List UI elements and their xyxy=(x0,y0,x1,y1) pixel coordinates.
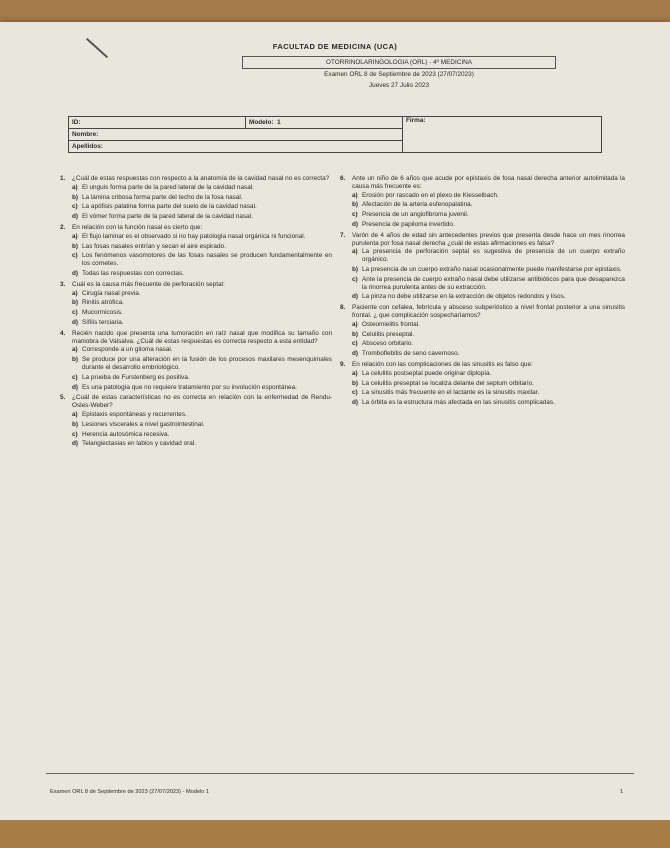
option-text: La sinusitis más frecuente en el lactante es la sinusitis maxilar. xyxy=(362,389,540,397)
option-text: La presencia de un cuerpo extraño nasal ocasionalmente puede manifestarse por epistaxis. xyxy=(362,265,622,273)
question-text: En relación con las complicaciones de las sinusitis es falso que: xyxy=(352,360,533,368)
answer-option[interactable] xyxy=(352,399,625,407)
option-text: Ante la presencia de cuerpo extraño nasal debe utilizarse antibióticos para que desaparezca la rinorrea purulenta antes de su extracción. xyxy=(362,275,625,291)
option-letter: c) xyxy=(72,203,78,211)
question-stem xyxy=(340,304,625,320)
question-2 xyxy=(60,224,332,278)
option-letter: c) xyxy=(72,373,78,381)
option-text: Epistaxis espontáneas y recurrentes. xyxy=(82,410,187,418)
question-number: 1. xyxy=(60,175,66,182)
option-letter: c) xyxy=(352,275,358,283)
option-text: Presencia de papiloma invertido. xyxy=(362,220,455,228)
option-letter: a) xyxy=(72,232,78,240)
answer-option[interactable] xyxy=(72,374,332,382)
option-letter: d) xyxy=(72,440,79,448)
answer-option[interactable] xyxy=(352,389,625,397)
option-text: Se produce por una alteración en la fusión de los procesos maxilares mesenquimales durante el desarrollo embriológico. xyxy=(82,356,332,371)
background-top xyxy=(0,0,670,24)
question-number: 2. xyxy=(60,223,66,231)
option-letter: b) xyxy=(352,265,359,273)
option-letter: d) xyxy=(72,269,79,277)
answer-option[interactable] xyxy=(72,346,332,354)
surname-field[interactable] xyxy=(69,141,403,153)
option-letter: d) xyxy=(72,383,79,391)
option-letter: c) xyxy=(72,430,78,438)
option-text: La celulitis postseptal puede originar diplopía. xyxy=(362,369,492,377)
option-text: La celulitis preseptal se localiza delante del septum orbitario. xyxy=(362,379,534,387)
answer-option[interactable] xyxy=(72,299,332,307)
footer-text: Examen ORL 8 de Septiembre de 2023 (27/07/2023) - Modelo 1 xyxy=(50,789,210,795)
option-text: La pinza no debe utilizarse en la extracción de objetos redondos y lisos. xyxy=(362,293,566,301)
exam-header xyxy=(242,56,556,114)
option-letter: b) xyxy=(352,330,359,338)
option-letter: a) xyxy=(72,183,78,191)
option-text: Tromboflebitis de seno cavernoso. xyxy=(362,350,460,358)
option-letter: d) xyxy=(352,350,359,358)
question-number: 3. xyxy=(60,280,66,288)
option-letter: b) xyxy=(72,356,79,364)
option-text: Es una patología que no requiere tratamiento por su involución espontánea. xyxy=(82,383,297,391)
option-text: Mucormicosis. xyxy=(82,309,123,317)
option-letter: b) xyxy=(72,193,79,201)
question-7 xyxy=(340,232,625,301)
option-text: Telangiectasias en labios y cavidad oral. xyxy=(82,440,197,448)
question-1 xyxy=(60,175,332,221)
question-text: Paciente con cefalea, febrícula y absceso subperióstico a nivel frontal posterior a una sinusitis frontal. ¿ que complicación sospecharíamos? xyxy=(352,304,625,319)
option-text: Afectación de la arteria esfenopalatina. xyxy=(362,201,473,209)
option-letter: d) xyxy=(352,220,359,228)
option-letter: a) xyxy=(352,320,358,328)
option-text: Absceso orbitario. xyxy=(362,340,414,348)
answer-option[interactable] xyxy=(352,201,625,209)
surname-label: Apellidos: xyxy=(72,143,103,150)
option-letter: a) xyxy=(72,289,78,297)
answer-option[interactable] xyxy=(72,243,332,251)
option-letter: c) xyxy=(352,211,358,219)
option-letter: b) xyxy=(72,420,79,428)
question-number: 5. xyxy=(60,394,66,402)
question-stem xyxy=(60,175,332,183)
answer-option[interactable] xyxy=(352,248,625,264)
question-3 xyxy=(60,281,332,327)
question-number: 6. xyxy=(340,175,346,182)
answer-option[interactable] xyxy=(72,270,332,278)
name-label: Nombre: xyxy=(72,131,99,138)
question-text: Cuál es la causa más frecuente de perforación septal: xyxy=(72,280,225,288)
option-text: Lesiones viscerales a nivel gastrointestinal. xyxy=(82,420,205,428)
question-number: 9. xyxy=(340,360,346,368)
question-5 xyxy=(60,394,332,448)
option-letter: b) xyxy=(72,242,79,250)
answer-option[interactable] xyxy=(72,421,332,429)
question-stem xyxy=(340,361,625,369)
answer-option[interactable] xyxy=(352,266,625,274)
answer-option[interactable] xyxy=(72,384,332,392)
model-value: 1 xyxy=(277,119,281,126)
answer-option[interactable] xyxy=(72,319,332,327)
question-text: Varón de 4 años de edad sin antecedentes previos que presenta desde hace un mes rinorrea purulenta por fosa nasal derecha ¿cuál de estas afirmaciones es falsa? xyxy=(352,231,625,247)
question-text: ¿Cuál de estas respuestas con respecto a la anatomía de la cavidad nasal no es correcta? xyxy=(72,175,330,182)
left-column xyxy=(60,175,332,451)
question-4 xyxy=(60,330,332,392)
option-text: Cirugía nasal previa. xyxy=(82,289,141,297)
id-field[interactable] xyxy=(69,117,246,129)
option-text: Celulitis preseptal. xyxy=(362,330,415,338)
answer-option[interactable] xyxy=(352,331,625,339)
question-stem xyxy=(340,175,625,191)
answer-option[interactable] xyxy=(352,192,625,200)
signature-label: Firma: xyxy=(406,117,426,124)
answer-option[interactable] xyxy=(72,411,332,419)
answer-option[interactable] xyxy=(352,370,625,378)
answer-option[interactable] xyxy=(72,431,332,439)
model-label: Modelo: xyxy=(249,119,274,126)
signature-field[interactable] xyxy=(403,117,602,153)
question-text: Ante un niño de 6 años que acude por epistaxis de fosa nasal derecha anterior autolimitada la causa más frecuente es: xyxy=(352,175,625,190)
date-line: Jueves 27 Julio 2023 xyxy=(368,82,430,89)
answer-option[interactable] xyxy=(352,293,625,301)
option-letter: a) xyxy=(72,346,78,354)
answer-option[interactable] xyxy=(72,252,332,268)
answer-option[interactable] xyxy=(72,290,332,298)
name-field[interactable] xyxy=(69,129,403,141)
option-letter: b) xyxy=(352,379,359,387)
option-letter: c) xyxy=(72,309,78,317)
student-info-table xyxy=(68,116,602,153)
option-letter: b) xyxy=(352,201,359,209)
exam-line: Examen ORL 8 de Septiembre de 2023 (27/07/2023) xyxy=(324,71,474,78)
option-text: Los fenómenos vasomotores de las fosas nasales se producen fundamentalmente en los cornetes. xyxy=(82,252,332,268)
option-text: La presencia de perforación septal es sugestiva de presencia de un cuerpo extraño orgánico. xyxy=(362,248,625,264)
option-letter: d) xyxy=(72,318,79,326)
option-text: Presencia de un angiofibroma juvenil. xyxy=(362,211,469,219)
answer-option[interactable] xyxy=(72,356,332,372)
model-field xyxy=(246,117,403,129)
question-8 xyxy=(340,304,625,358)
question-stem xyxy=(60,281,332,289)
option-letter: c) xyxy=(352,389,358,397)
answer-option[interactable] xyxy=(72,203,332,211)
option-letter: a) xyxy=(72,410,78,418)
option-letter: d) xyxy=(72,213,79,221)
answer-option[interactable] xyxy=(72,233,332,241)
option-text: La lámina cribosa forma parte del techo de la fosa nasal. xyxy=(82,193,243,201)
footer-divider xyxy=(46,773,634,774)
answer-option[interactable] xyxy=(352,380,625,388)
option-text: Todas las respuestas con correctas. xyxy=(82,269,184,277)
faculty-title: FACULTAD DE MEDICINA (UCA) xyxy=(272,42,398,51)
page-number: 1 xyxy=(620,789,624,795)
option-letter: c) xyxy=(72,252,78,260)
option-text: El unguis forma parte de la pared lateral de la cavidad nasal. xyxy=(82,183,254,191)
question-stem xyxy=(60,330,332,346)
question-number: 4. xyxy=(60,329,66,337)
answer-option[interactable] xyxy=(352,276,625,292)
question-stem xyxy=(340,232,625,248)
option-letter: b) xyxy=(72,299,79,307)
question-number: 7. xyxy=(340,231,346,239)
option-text: El flujo laminar es el observado si no hay patología nasal orgánica ni funcional. xyxy=(82,232,306,240)
question-9 xyxy=(340,361,625,407)
option-letter: a) xyxy=(352,191,358,199)
answer-option[interactable] xyxy=(72,184,332,192)
option-text: Las fosas nasales entrían y secan el aire espirado. xyxy=(82,242,226,250)
question-text: En relación con la función nasal es cierto que: xyxy=(72,223,203,231)
answer-option[interactable] xyxy=(352,321,625,329)
option-text: Osteomielitis frontal. xyxy=(362,320,420,328)
question-text: ¿Cuál de estas características no es correcta en relación con la enfermedad de Rendu-Osles-Weber? xyxy=(72,394,332,410)
option-letter: d) xyxy=(352,293,359,301)
option-text: La órbita es la estructura más afectada en las sinusitis complicadas. xyxy=(362,399,555,407)
option-text: Erosión por rascado en el plexo de Kiesselbach. xyxy=(362,191,499,199)
answer-option[interactable] xyxy=(352,221,625,229)
option-text: Herencia autosómica recesiva. xyxy=(82,430,170,438)
option-text: La apófisis palatina forma parte del suelo de la cavidad nasal. xyxy=(82,203,257,211)
question-stem xyxy=(60,224,332,232)
option-text: Corresponde a un glioma nasal. xyxy=(82,346,173,354)
answer-option[interactable] xyxy=(72,440,332,448)
answer-option[interactable] xyxy=(352,350,625,358)
department-line: OTORRINOLARINGOLOGIA (ORL) - 4º MEDICINA xyxy=(242,56,556,69)
answer-option[interactable] xyxy=(352,211,625,219)
answer-option[interactable] xyxy=(72,213,332,221)
option-letter: a) xyxy=(352,248,358,256)
option-letter: c) xyxy=(352,340,358,348)
id-label: ID: xyxy=(72,119,81,126)
answer-option[interactable] xyxy=(352,340,625,348)
question-6 xyxy=(340,175,625,229)
answer-option[interactable] xyxy=(72,194,332,202)
question-text: Recién nacido que presenta una tumoración en raíz nasal que modifica su tamaño con maniobra de Valsalva. ¿Cuál de estas respuestas es correcta respecto a esta entidad? xyxy=(72,329,332,345)
answer-option[interactable] xyxy=(72,309,332,317)
option-text: El vómer forma parte de la pared lateral de la cavidad nasal. xyxy=(82,213,253,221)
option-text: Sífilis terciaria. xyxy=(82,318,124,326)
option-text: La prueba de Furstenberg es positiva. xyxy=(82,373,190,381)
background-bottom xyxy=(0,820,670,848)
right-column xyxy=(340,175,625,410)
option-text: Rinitis atrófica. xyxy=(82,299,124,307)
question-number: 8. xyxy=(340,304,346,312)
option-letter: a) xyxy=(352,369,358,377)
question-stem xyxy=(60,394,332,410)
option-letter: d) xyxy=(352,399,359,407)
